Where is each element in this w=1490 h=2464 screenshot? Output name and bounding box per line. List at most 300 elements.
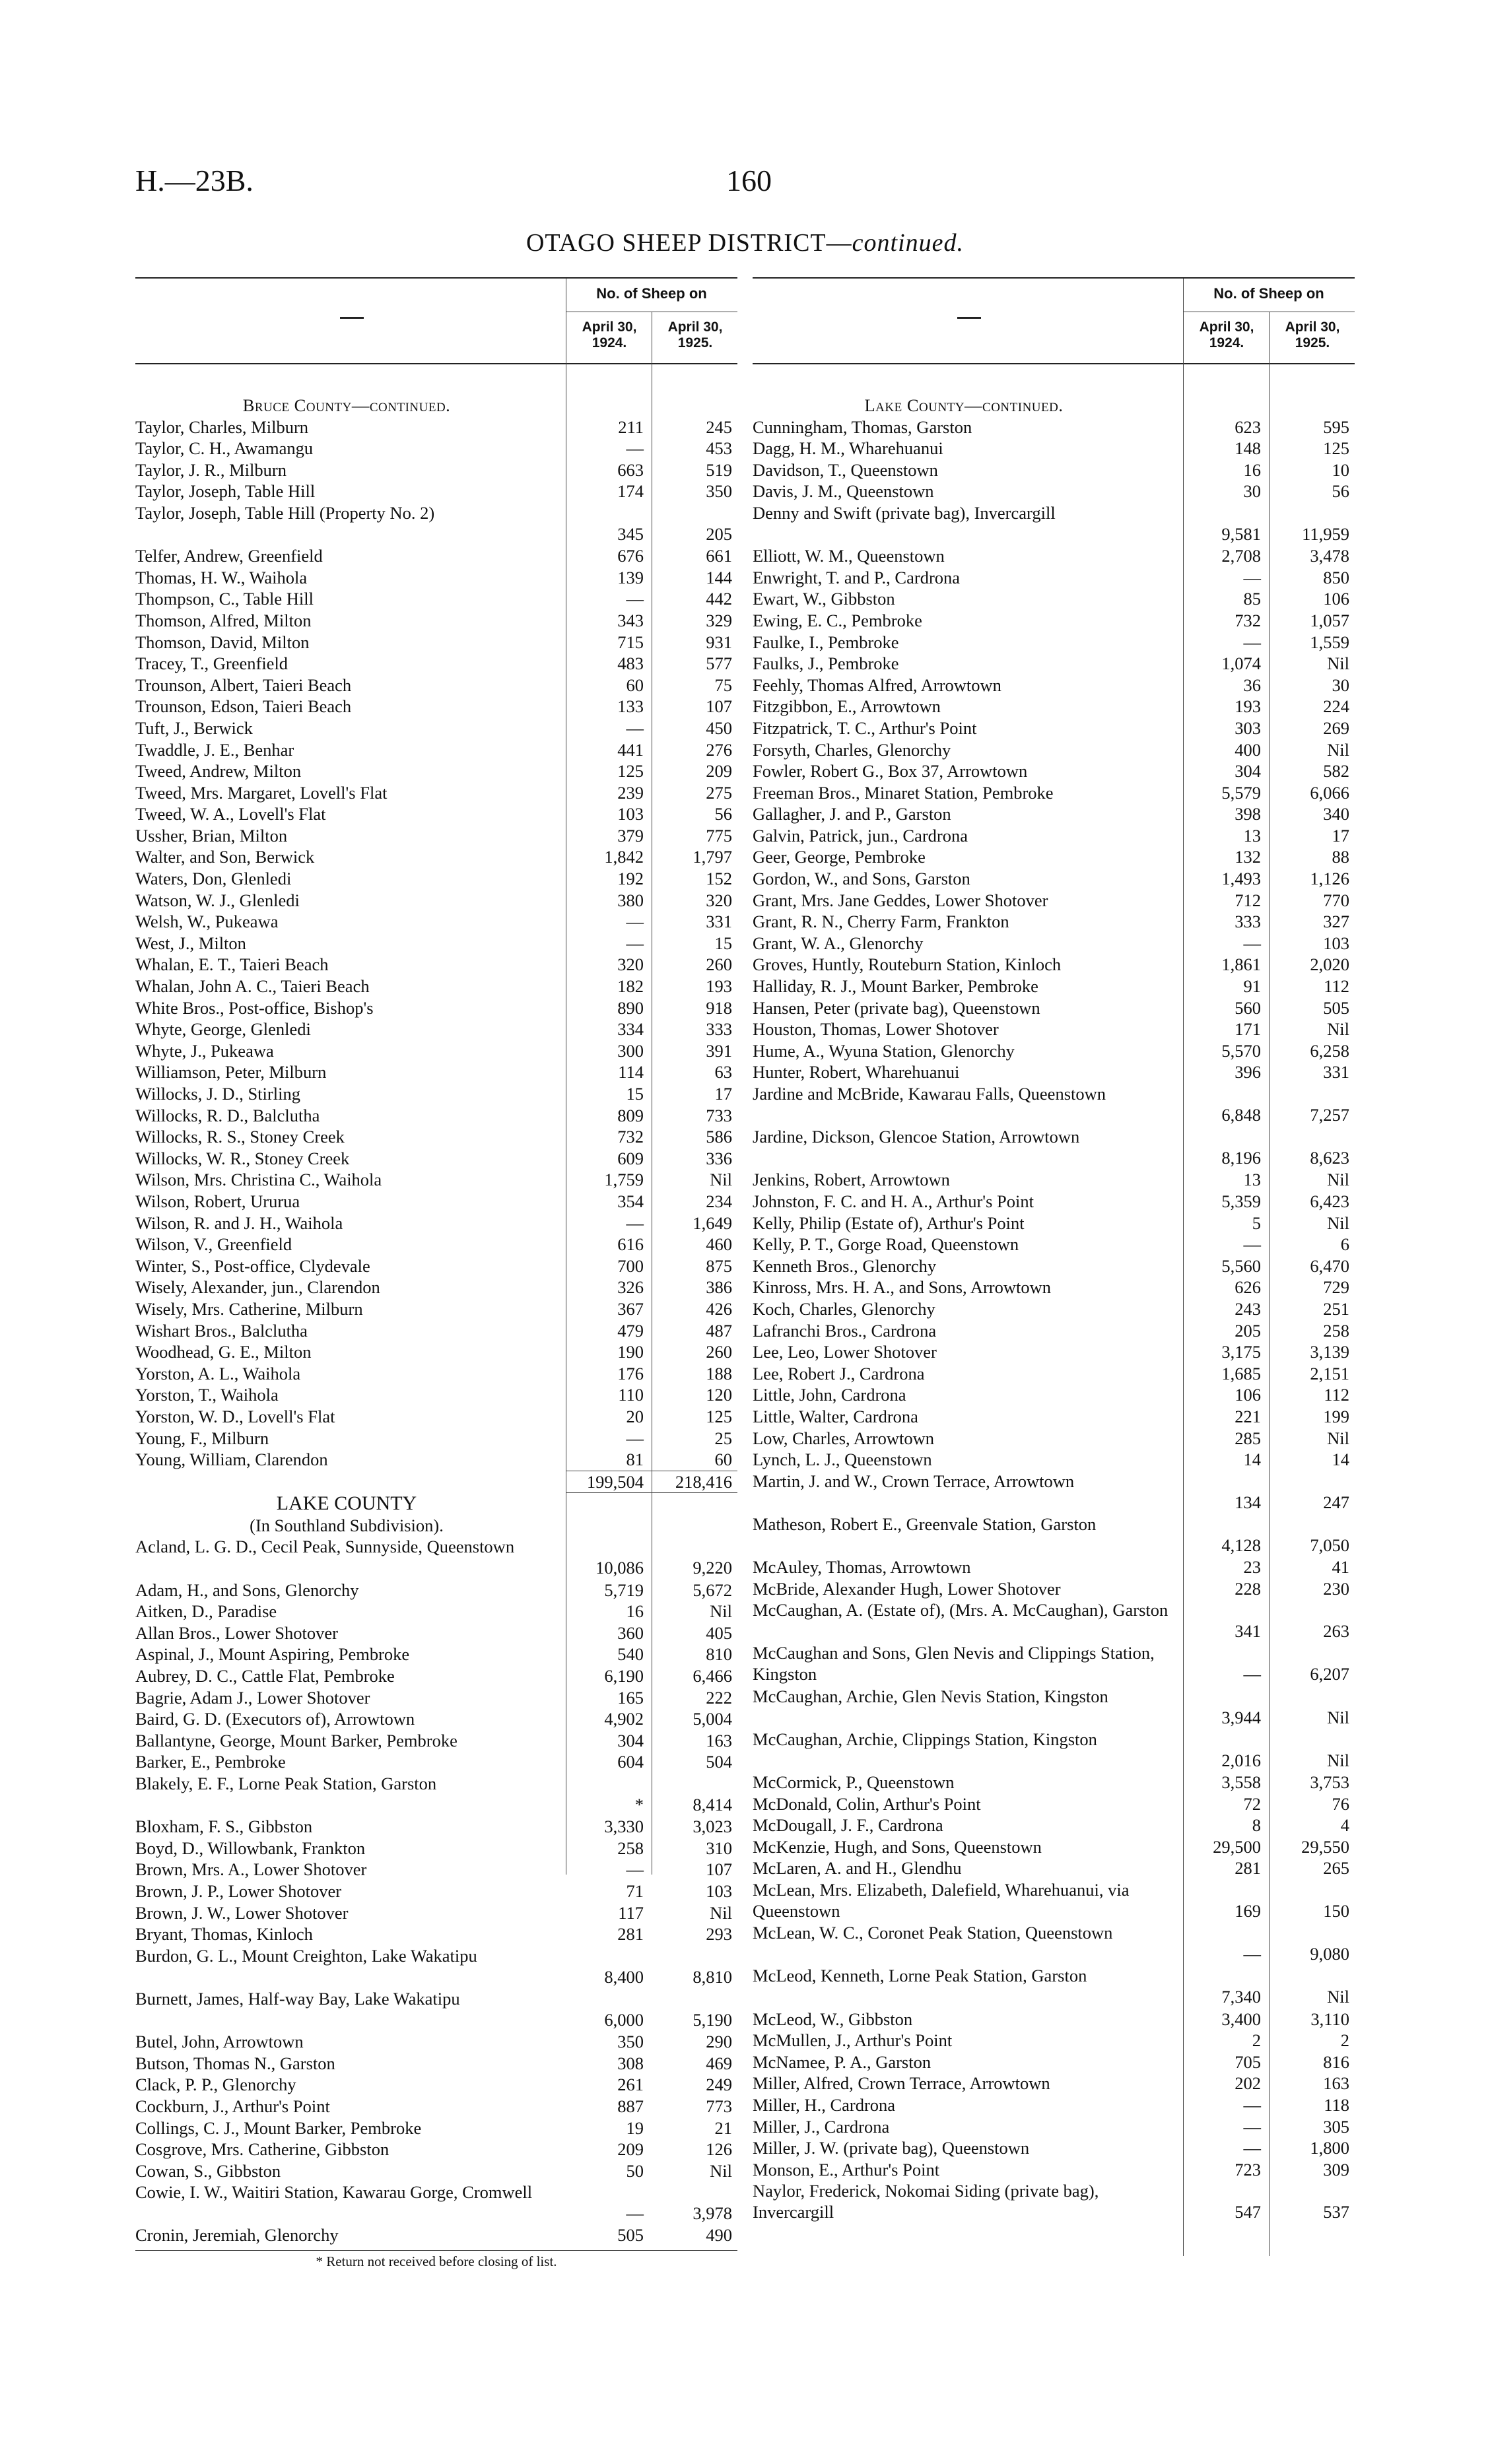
table-row: [753, 1815, 1355, 1836]
owner-name: Williamson, Peter, Milburn: [135, 1062, 327, 1082]
table-row: [135, 1881, 737, 1902]
sheep-1924: 174: [617, 481, 644, 502]
sheep-1924: 29,500: [1213, 1836, 1261, 1857]
sheep-1925: Nil: [710, 1170, 732, 1190]
owner-name: Yorston, T., Waihola: [135, 1385, 279, 1405]
owner-name: Monson, E., Arthur's Point: [753, 2159, 940, 2180]
sheep-1925: 733: [706, 1105, 732, 1125]
table-row: [135, 1751, 737, 1773]
header-year-1924: April 30, 1924.: [582, 319, 637, 350]
sheep-1925: 661: [706, 546, 732, 566]
table-row: [753, 1836, 1355, 1858]
page-title: [0, 228, 1490, 257]
owner-name: McCaughan, A. (Estate of), (Mrs. A. McCaughan), Garston: [753, 1600, 1168, 1620]
owner-name: Kinross, Mrs. H. A., and Sons, Arrowtown: [753, 1277, 1051, 1298]
sheep-1925: 188: [706, 1363, 732, 1383]
sheep-1925: 773: [706, 2096, 732, 2116]
owner-name: Waters, Don, Glenledi: [135, 869, 292, 889]
table-row: [753, 976, 1355, 997]
sheep-1925: 7,050: [1310, 1535, 1349, 1555]
sheep-1925: 7,257: [1310, 1105, 1349, 1125]
owner-name: Little, Walter, Cardrona: [753, 1406, 918, 1426]
sheep-1924: 16: [626, 1601, 644, 1622]
sheep-1924: 6,190: [604, 1666, 644, 1686]
table-row: [135, 1105, 737, 1127]
sheep-1925: 5,004: [693, 1709, 732, 1729]
sheep-1924: 5,579: [1221, 782, 1261, 803]
sheep-1925: 504: [706, 1752, 732, 1772]
table-row: [753, 1191, 1355, 1213]
owner-name: Matheson, Robert E., Greenvale Station, Garston: [753, 1514, 1097, 1534]
sheep-1924: 2,708: [1221, 546, 1261, 566]
sheep-1924: 221: [1235, 1406, 1261, 1426]
sheep-1925: 9,080: [1310, 1944, 1349, 1964]
sheep-1924: 60: [626, 675, 644, 695]
owner-name: Ballantyne, George, Mount Barker, Pembroke: [135, 1730, 457, 1750]
table-row: [135, 2160, 737, 2182]
table-row: [753, 760, 1355, 782]
owner-name: McLeod, W., Gibbston: [753, 2009, 913, 2029]
sheep-1924: 190: [617, 1342, 644, 1362]
table-row: [135, 890, 737, 912]
sheep-1925: 350: [706, 481, 732, 502]
owner-name: Ewart, W., Gibbston: [753, 589, 895, 609]
table-row: [135, 976, 737, 997]
table-row: [135, 739, 737, 761]
table-row: [753, 1320, 1355, 1342]
table-row: [135, 1945, 737, 1988]
table-row: [753, 1879, 1355, 1922]
sheep-1924: —: [1243, 933, 1261, 953]
sheep-1925: 163: [1323, 2073, 1349, 2094]
table-row: [135, 803, 737, 825]
owner-name: Cockburn, J., Arthur's Point: [135, 2096, 330, 2116]
table-row: [753, 1298, 1355, 1320]
sheep-1924: 303: [1235, 717, 1261, 738]
sheep-1924: 182: [617, 976, 644, 997]
sheep-1925: 17: [1332, 825, 1349, 846]
sheep-1924: 350: [617, 2032, 644, 2052]
table-row: [753, 2116, 1355, 2138]
sheep-1924: 6,848: [1221, 1105, 1261, 1125]
owner-name: McDougall, J. F., Cardrona: [753, 1815, 943, 1836]
sheep-1924: 700: [617, 1255, 644, 1276]
owner-name: Bloxham, F. S., Gibbston: [135, 1816, 313, 1837]
sheep-1924: 139: [617, 567, 644, 587]
owner-name: Martin, J. and W., Crown Terrace, Arrowtown: [753, 1471, 1075, 1491]
owner-name: Thompson, C., Table Hill: [135, 589, 314, 609]
table-row: [753, 2009, 1355, 2030]
sheep-1925: 519: [706, 459, 732, 480]
sheep-1924: 72: [1243, 1793, 1261, 1814]
owner-name: Miller, Alfred, Crown Terrace, Arrowtown: [753, 2073, 1050, 2094]
sheep-1924: 125: [617, 761, 644, 782]
sheep-1924: 281: [617, 1924, 644, 1945]
sheep-1925: 245: [706, 416, 732, 437]
table-row: [135, 1191, 737, 1213]
sheep-1924: 239: [617, 782, 644, 803]
owner-name: Tweed, Mrs. Margaret, Lovell's Flat: [135, 782, 388, 803]
owner-name: West, J., Milton: [135, 933, 246, 953]
sheep-1925: 1,057: [1310, 610, 1349, 630]
sheep-1924: 85: [1243, 589, 1261, 609]
owner-name: McCormick, P., Queenstown: [753, 1772, 955, 1792]
sheep-1925: 234: [706, 1191, 732, 1211]
owner-name: Young, F., Milburn: [135, 1428, 269, 1448]
table-row: [753, 696, 1355, 717]
sheep-1924: 396: [1235, 1062, 1261, 1082]
owner-name: McMullen, J., Arthur's Point: [753, 2030, 953, 2051]
table-row: [753, 481, 1355, 502]
owner-name: Whyte, George, Glenledi: [135, 1019, 311, 1040]
owner-name: Willocks, W. R., Stoney Creek: [135, 1148, 350, 1168]
table-row: [135, 1040, 737, 1062]
sheep-1924: 354: [617, 1191, 644, 1211]
owner-name: Tweed, Andrew, Milton: [135, 761, 302, 782]
owner-name: Woodhead, G. E., Milton: [135, 1342, 312, 1362]
sheep-1924: 380: [617, 890, 644, 910]
sheep-1925: 120: [706, 1385, 732, 1405]
table-row: [753, 632, 1355, 653]
sheep-1925: 293: [706, 1924, 732, 1945]
table-row: [753, 825, 1355, 847]
sheep-1925: 331: [706, 912, 732, 932]
sheep-1925: Nil: [1327, 1213, 1349, 1233]
table-row: [135, 846, 737, 868]
table-row: [135, 825, 737, 847]
sheep-1924: 715: [617, 632, 644, 652]
sheep-1925: 537: [1323, 2202, 1349, 2222]
sheep-1925: 199: [1323, 1406, 1349, 1426]
sheep-1925: 505: [1323, 997, 1349, 1018]
table-row: [135, 1126, 737, 1148]
table-row: [135, 2031, 737, 2053]
sheep-1924: 320: [617, 954, 644, 975]
sheep-1924: 890: [617, 997, 644, 1018]
sheep-1924: 148: [1235, 438, 1261, 459]
page-reference: H.—23B.: [135, 164, 254, 197]
table-row: [135, 1277, 737, 1298]
section-heading: Lake County—continued.: [864, 395, 1064, 415]
sheep-1924: 1,685: [1221, 1363, 1261, 1383]
sheep-1924: 211: [618, 416, 644, 437]
table-row: [135, 1449, 737, 1471]
owner-name: Fitzpatrick, T. C., Arthur's Point: [753, 717, 977, 738]
sheep-1925: 193: [706, 976, 732, 997]
sheep-1925: 442: [706, 589, 732, 609]
sheep-1925: 336: [706, 1148, 732, 1168]
sheep-1925: Nil: [1327, 1987, 1349, 2007]
owner-name: Burdon, G. L., Mount Creighton, Lake Wakatipu: [135, 1945, 477, 1966]
table-row: [753, 1686, 1355, 1729]
sheep-1925: 3,478: [1310, 546, 1349, 566]
table-row: [135, 1169, 737, 1191]
sheep-1924: 345: [617, 523, 644, 544]
sheep-1925: 17: [714, 1084, 732, 1104]
table-row: [135, 1902, 737, 1924]
sheep-1925: 490: [706, 2225, 732, 2246]
table-row: [753, 588, 1355, 610]
sheep-1925: 10: [1332, 459, 1349, 480]
sheep-1925: 263: [1323, 1621, 1349, 1642]
sheep-1925: Nil: [1327, 653, 1349, 674]
sheep-1925: 850: [1323, 567, 1349, 587]
table-row: [135, 1687, 737, 1709]
owner-name: Trounson, Albert, Taieri Beach: [135, 675, 352, 695]
table-row: [135, 1644, 737, 1665]
table-row: [135, 1773, 737, 1816]
sheep-1924: 723: [1235, 2159, 1261, 2180]
owner-name: McLeod, Kenneth, Lorne Peak Station, Garston: [753, 1966, 1087, 1986]
table-row: [753, 502, 1355, 545]
sheep-1924: 732: [1235, 610, 1261, 630]
sheep-1925: 112: [1324, 976, 1349, 997]
sheep-1924: 171: [1235, 1019, 1261, 1040]
sheep-1924: 20: [626, 1406, 644, 1426]
sheep-1925: 247: [1323, 1492, 1349, 1512]
owner-name: Thomson, David, Milton: [135, 632, 310, 652]
header-group: No. of Sheep on: [1213, 285, 1324, 302]
sheep-1924: —: [1243, 2138, 1261, 2158]
owner-name: McBride, Alexander Hugh, Lower Shotover: [753, 1578, 1061, 1599]
owner-name: McKenzie, Hugh, and Sons, Queenstown: [753, 1836, 1042, 1857]
sheep-1924: 106: [1235, 1385, 1261, 1405]
table-row: [753, 1642, 1355, 1685]
sheep-1924: 13: [1243, 1170, 1261, 1190]
sheep-1925: 816: [1323, 2051, 1349, 2072]
owner-name: Trounson, Edson, Taieri Beach: [135, 696, 352, 717]
sheep-1924: 560: [1235, 997, 1261, 1018]
owner-name: Taylor, J. R., Milburn: [135, 459, 287, 480]
sheep-1925: 391: [706, 1040, 732, 1061]
owner-name: Wisely, Mrs. Catherine, Milburn: [135, 1298, 363, 1319]
sheep-1925: 1,800: [1310, 2138, 1349, 2158]
table-row: [753, 653, 1355, 675]
sheep-1925: 30: [1332, 675, 1349, 695]
table-row: [135, 933, 737, 954]
owner-name: Grant, W. A., Glenorchy: [753, 933, 924, 953]
sheep-1925: Nil: [1327, 1750, 1349, 1770]
header-dash: [957, 317, 981, 319]
sheep-1924: 16: [1243, 459, 1261, 480]
table-row: [135, 1730, 737, 1752]
table-row: [753, 782, 1355, 804]
sheep-1924: 379: [617, 825, 644, 846]
table-row: [135, 2139, 737, 2160]
sheep-1924: 36: [1243, 675, 1261, 695]
sheep-1925: 460: [706, 1234, 732, 1255]
sheep-1925: Nil: [1327, 1019, 1349, 1040]
sheep-1925: 309: [1323, 2159, 1349, 2180]
owner-name: Davis, J. M., Queenstown: [753, 481, 934, 502]
table-row: [753, 1341, 1355, 1363]
sheep-1925: 729: [1323, 1277, 1349, 1298]
owner-name: Willocks, J. D., Stirling: [135, 1084, 300, 1104]
table-row: [135, 1148, 737, 1170]
table-row: [135, 545, 737, 567]
table-row: [753, 1169, 1355, 1191]
owner-name: Collings, C. J., Mount Barker, Pembroke: [135, 2117, 422, 2138]
table-row: [753, 1556, 1355, 1578]
owner-name: Kelly, P. T., Gorge Road, Queenstown: [753, 1234, 1019, 1255]
owner-name: Gallagher, J. and P., Garston: [753, 804, 951, 824]
sheep-1925: 25: [714, 1428, 732, 1448]
table-row: [753, 2159, 1355, 2181]
sheep-1925: 775: [706, 825, 732, 846]
sheep-1925: 2,151: [1310, 1363, 1349, 1383]
table-row: [753, 1514, 1355, 1556]
owner-name: Wilson, R. and J. H., Waihola: [135, 1213, 343, 1233]
title-main: OTAGO SHEEP DISTRICT—: [525, 229, 852, 257]
table-row: [135, 782, 737, 804]
total-1924: 199,504: [586, 1471, 644, 1492]
sheep-1925: 56: [1332, 481, 1349, 502]
owner-name: Bagrie, Adam J., Lower Shotover: [135, 1687, 370, 1708]
sheep-1925: 6: [1340, 1234, 1349, 1255]
owner-name: Cowan, S., Gibbston: [135, 2160, 281, 2181]
owner-name: Grant, Mrs. Jane Geddes, Lower Shotover: [753, 890, 1048, 910]
sheep-1924: 304: [1235, 761, 1261, 782]
table-row: [753, 1857, 1355, 1879]
table-row: [753, 1428, 1355, 1449]
table-row: [753, 1126, 1355, 1169]
owner-name: Halliday, R. J., Mount Barker, Pembroke: [753, 976, 1038, 997]
sheep-1925: 8,623: [1310, 1148, 1349, 1168]
sheep-1924: 341: [1235, 1621, 1261, 1642]
sheep-1924: 604: [617, 1752, 644, 1772]
owner-name: Miller, H., Cardrona: [753, 2094, 896, 2115]
table-row: [135, 1428, 737, 1449]
table-row: [753, 1922, 1355, 1965]
sheep-1924: —: [626, 933, 644, 953]
sheep-1924: —: [626, 438, 644, 459]
owner-name: Yorston, W. D., Lovell's Flat: [135, 1406, 335, 1426]
sheep-1924: 176: [617, 1363, 644, 1383]
sheep-1924: 228: [1235, 1578, 1261, 1599]
table-row: [753, 459, 1355, 481]
sheep-1924: 8,196: [1221, 1148, 1261, 1168]
sheep-1924: 4,128: [1221, 1535, 1261, 1555]
sheep-1925: 222: [706, 1687, 732, 1708]
table-row: [753, 954, 1355, 976]
table-row: [135, 2181, 737, 2224]
sheep-1924: 367: [617, 1298, 644, 1319]
table-row: [753, 911, 1355, 933]
sheep-1924: 887: [617, 2096, 644, 2116]
table-row: [753, 717, 1355, 739]
owner-name: Yorston, A. L., Waihola: [135, 1363, 301, 1383]
table-row: [135, 610, 737, 632]
table-row: [753, 1213, 1355, 1234]
owner-name: Miller, J., Cardrona: [753, 2116, 890, 2137]
sheep-1924: 1,074: [1221, 653, 1261, 674]
table-header: [135, 277, 737, 364]
owner-name: Tweed, W. A., Lovell's Flat: [135, 804, 326, 824]
sheep-1925: 8,810: [693, 1966, 732, 1987]
table-row: [753, 1061, 1355, 1083]
table-row: [753, 1406, 1355, 1428]
sheep-1924: 7,340: [1221, 1987, 1261, 2007]
table-row: [753, 1234, 1355, 1255]
sheep-1924: 134: [1235, 1492, 1261, 1512]
sheep-1925: 103: [1323, 933, 1349, 953]
owner-name: McCaughan and Sons, Glen Nevis and Clippings Station, Kingston: [753, 1643, 1155, 1684]
sheep-1924: 441: [617, 739, 644, 760]
owner-name: Little, John, Cardrona: [753, 1385, 906, 1405]
owner-name: Lee, Robert J., Cardrona: [753, 1363, 925, 1383]
sheep-1925: 6,207: [1310, 1664, 1349, 1684]
owner-name: Adam, H., and Sons, Glenorchy: [135, 1580, 359, 1600]
sheep-1925: 386: [706, 1277, 732, 1298]
sheep-1924: 304: [617, 1730, 644, 1750]
owner-name: Baird, G. D. (Executors of), Arrowtown: [135, 1709, 415, 1729]
table-row: [753, 868, 1355, 890]
sheep-1924: 15: [626, 1084, 644, 1104]
header-year-1925: April 30, 1925.: [667, 319, 723, 350]
owner-name: Cunningham, Thomas, Garston: [753, 416, 972, 437]
sheep-1925: 29,550: [1301, 1836, 1349, 1857]
owner-name: Aspinal, J., Mount Aspiring, Pembroke: [135, 1644, 410, 1665]
owner-name: Blakely, E. F., Lorne Peak Station, Garston: [135, 1774, 437, 1793]
table-row: [753, 1277, 1355, 1298]
sheep-1925: 126: [706, 2139, 732, 2160]
sheep-1924: 1,493: [1221, 869, 1261, 889]
sheep-1925: 1,126: [1310, 869, 1349, 889]
sheep-1925: 260: [706, 1342, 732, 1362]
sheep-1924: 1,842: [604, 847, 644, 867]
owner-name: Jardine, Dickson, Glencoe Station, Arrowtown: [753, 1127, 1080, 1147]
sheep-1924: 91: [1243, 976, 1261, 997]
owner-name: Wilson, V., Greenfield: [135, 1234, 292, 1255]
sheep-1925: 1,559: [1310, 632, 1349, 652]
sheep-1925: 290: [706, 2032, 732, 2052]
sheep-1924: 13: [1243, 825, 1261, 846]
sheep-1924: 1,861: [1221, 954, 1261, 975]
owner-name: Aubrey, D. C., Cattle Flat, Pembroke: [135, 1666, 395, 1686]
sheep-1925: 6,423: [1310, 1191, 1349, 1211]
owner-name: McLaren, A. and H., Glendhu: [753, 1858, 962, 1879]
table-row: [135, 675, 737, 696]
total-row: [566, 1471, 737, 1494]
owner-name: Whyte, J., Pukeawa: [135, 1040, 274, 1061]
sheep-1925: 106: [1323, 589, 1349, 609]
sheep-1925: Nil: [710, 2160, 732, 2181]
sheep-1925: 918: [706, 997, 732, 1018]
owner-name: Tracey, T., Greenfield: [135, 653, 288, 674]
owner-name: Brown, Mrs. A., Lower Shotover: [135, 1859, 367, 1880]
sheep-1925: 5,672: [693, 1580, 732, 1600]
sheep-1925: 163: [706, 1730, 732, 1750]
sheep-1925: 320: [706, 890, 732, 910]
owner-name: Johnston, F. C. and H. A., Arthur's Point: [753, 1191, 1034, 1211]
owner-name: Thomson, Alfred, Milton: [135, 610, 312, 630]
sheep-1924: 663: [617, 459, 644, 480]
left-column: [135, 277, 737, 2271]
table-row: [135, 1923, 737, 1945]
table-row: [753, 1578, 1355, 1600]
sheep-1925: 112: [1324, 1385, 1349, 1405]
sheep-1925: 329: [706, 610, 732, 630]
owner-name: Clack, P. P., Glenorchy: [135, 2075, 296, 2095]
owner-name: Willocks, R. D., Balclutha: [135, 1105, 320, 1125]
sheep-1924: 5: [1252, 1213, 1261, 1233]
sheep-1925: 327: [1323, 912, 1349, 932]
sheep-1925: 2: [1340, 2030, 1349, 2051]
sheep-1924: 19: [626, 2117, 644, 2138]
sheep-1925: 3,753: [1310, 1772, 1349, 1792]
owner-name: Fitzgibbon, E., Arrowtown: [753, 696, 941, 717]
sheep-1924: 326: [617, 1277, 644, 1298]
